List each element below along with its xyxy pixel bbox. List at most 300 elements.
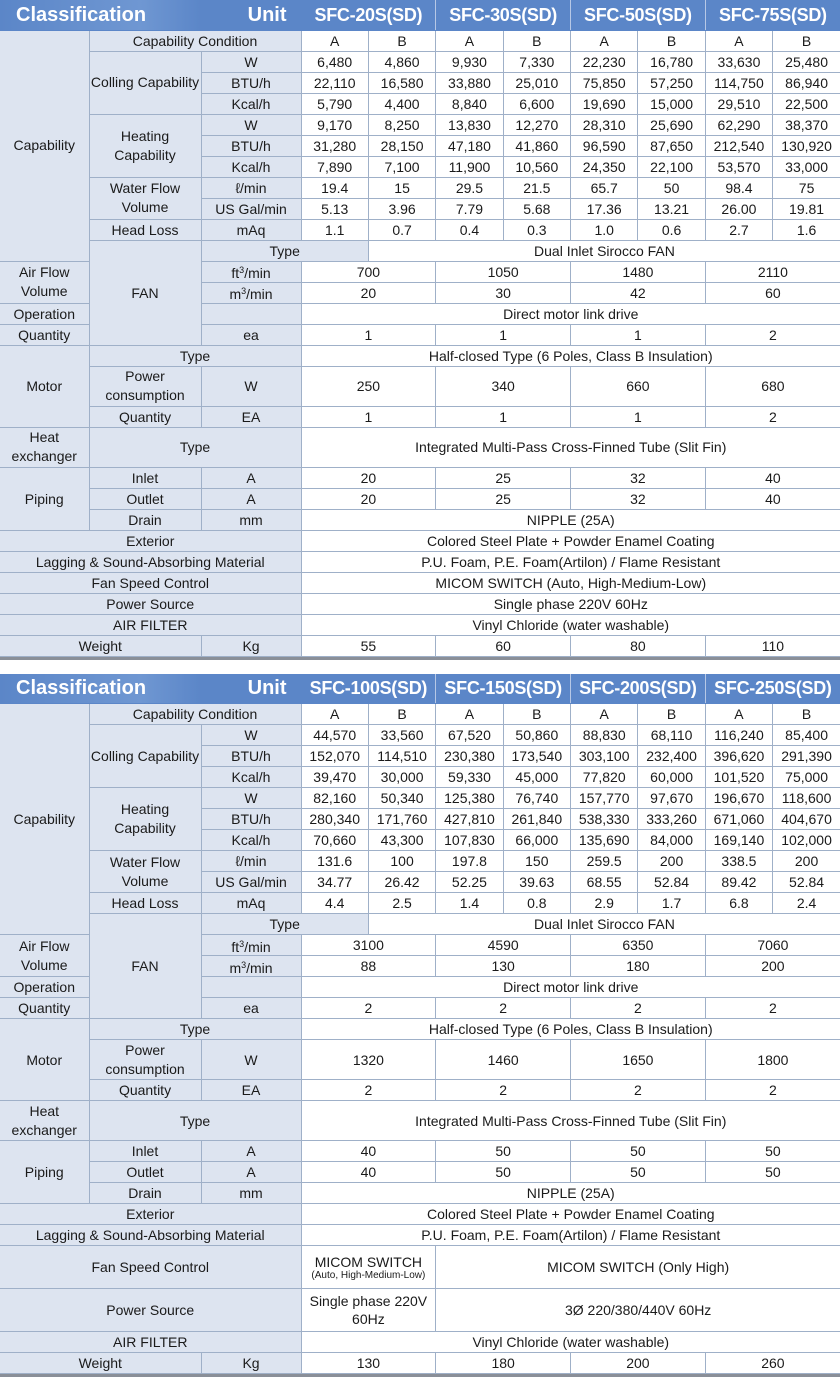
heating-w-value: 12,270 <box>515 116 559 133</box>
unit-maq-text: mAq <box>236 895 266 911</box>
cooling-w-value: 68,110 <box>650 727 693 743</box>
model-header <box>301 0 436 30</box>
unit-btuh-text: BTU/h <box>231 811 271 827</box>
unit-btuh <box>201 746 301 767</box>
lagging-label-text: Lagging & Sound-Absorbing Material <box>35 553 265 570</box>
table-end-rule <box>0 1374 840 1377</box>
motor-type-value: Half-closed Type (6 Poles, Class B Insulation) <box>428 347 713 364</box>
unit-w-text: W <box>244 790 258 806</box>
cooling-btuh-cell <box>773 72 840 93</box>
operation-label <box>0 303 89 324</box>
water-lmin-value: 15 <box>394 179 410 196</box>
motor-label <box>0 345 89 427</box>
cooling-w-cell <box>368 51 435 72</box>
water-lmin-cell <box>503 177 570 198</box>
head-loss-value: 0.4 <box>459 221 480 238</box>
unit-btuh-text: BTU/h <box>231 137 271 154</box>
piping-label-text: Piping <box>24 490 64 507</box>
power-source-first-value: Single phase 220V 60Hz <box>309 1293 428 1327</box>
outlet-value: 25 <box>495 490 511 507</box>
head-loss-label <box>89 219 201 240</box>
head-loss-cell <box>301 219 368 240</box>
unit-btuh <box>201 809 301 830</box>
outlet-label-text: Outlet <box>126 1164 164 1180</box>
unit-ea-text: ea <box>243 1000 259 1016</box>
motor-power-cell <box>436 1040 571 1080</box>
weight-cell <box>301 635 436 656</box>
condition-cell <box>638 30 705 51</box>
unit-ft3 <box>201 935 301 956</box>
heating-kcalh-cell <box>773 156 840 177</box>
model-header <box>705 0 840 30</box>
fan-speed-label-text: Fan Speed Control <box>91 1259 210 1275</box>
motor-qty-value: 2 <box>499 1082 508 1098</box>
heating-w-cell <box>368 114 435 135</box>
unit-label: Unit <box>247 3 287 26</box>
unit-kg <box>201 635 301 656</box>
inlet-cell <box>436 1141 571 1162</box>
unit-superscript: 3 <box>241 959 247 970</box>
fan-type-label-text: Type <box>269 916 300 932</box>
motor-qty-value: 2 <box>633 1082 642 1098</box>
air-ft3-value: 700 <box>356 263 381 280</box>
head-loss-value: 1.1 <box>324 221 345 238</box>
unit-mm-text: mm <box>239 511 263 528</box>
heating-btuh-value: 130,920 <box>781 137 832 154</box>
unit-ea <box>201 324 301 345</box>
unit-kcalh-text: Kcal/h <box>231 95 271 112</box>
condition-value: A <box>330 32 340 49</box>
water-lmin-cell <box>436 177 503 198</box>
cooling-btuh-value: 86,940 <box>785 74 828 91</box>
heating-kcalh-value: 24,350 <box>582 158 626 175</box>
water-lmin-value: 19.4 <box>321 179 349 196</box>
spec-table-2 <box>0 674 840 1375</box>
power-source-rest-value: 3Ø 220/380/440V 60Hz <box>564 1302 712 1318</box>
heating-btuh-value: 404,670 <box>781 811 832 827</box>
unit-a <box>201 1162 301 1183</box>
heating-kcalh-cell <box>503 830 570 851</box>
inlet-value: 50 <box>765 1143 781 1159</box>
heating-btuh-value: 427,810 <box>444 811 495 827</box>
cooling-btuh-value: 173,540 <box>511 748 563 764</box>
condition-value: A <box>599 32 609 49</box>
water-usgal-value: 89.42 <box>721 874 757 890</box>
cooling-label-text: Colling Capability <box>90 74 200 90</box>
motor-power-cell <box>301 1040 436 1080</box>
unit-per-min: /min <box>246 959 273 976</box>
heating-btuh-value: 212,540 <box>713 137 765 154</box>
exterior-row <box>0 530 840 551</box>
fan-speed-row <box>0 1246 840 1289</box>
classification-header <box>0 674 201 704</box>
outlet-row <box>0 488 840 509</box>
unit-base: m <box>229 286 242 302</box>
heating-w-cell <box>773 114 840 135</box>
head-loss-cell <box>301 893 368 914</box>
fan-speed-rest-value: MICOM SWITCH (Only High) <box>547 1259 730 1275</box>
air-ft3-value: 1050 <box>487 263 519 280</box>
inlet-value: 40 <box>765 469 781 486</box>
water-lmin-cell <box>368 851 435 872</box>
head-loss-cell <box>638 219 705 240</box>
heating-btuh-cell <box>638 135 705 156</box>
motor-power-cell <box>571 366 706 406</box>
unit-ea <box>201 998 301 1019</box>
water-usgal-cell <box>705 198 772 219</box>
heating-btuh-cell <box>638 809 705 830</box>
heating-w-value: 196,670 <box>713 790 765 806</box>
heating-w-cell <box>638 114 705 135</box>
unit-mm <box>201 1183 301 1204</box>
heat-exchanger-label-text: Heat exchanger <box>11 1102 77 1138</box>
water-lmin-cell <box>571 851 638 872</box>
power-source-label <box>0 593 301 614</box>
heat-exchanger-label <box>0 1101 89 1141</box>
unit-kcalh-text: Kcal/h <box>231 769 271 785</box>
unit-a-text: A <box>246 469 256 486</box>
cooling-kcalh-cell <box>301 767 368 788</box>
inlet-cell <box>436 467 571 488</box>
cooling-btuh-value: 25,010 <box>515 74 559 91</box>
condition-cell <box>301 704 368 725</box>
motor-power-value: 250 <box>356 378 381 394</box>
unit-kcalh <box>201 156 301 177</box>
heat-exchanger-label-text: Heat exchanger <box>11 429 77 464</box>
fan-qty-cell <box>571 324 706 345</box>
air-filter-row <box>0 614 840 635</box>
water-usgal-value: 26.42 <box>384 874 420 890</box>
unit-ea-text: ea <box>243 326 259 343</box>
cooling-w-value: 50,860 <box>515 727 559 743</box>
outlet-value: 40 <box>360 1164 377 1180</box>
heating-kcalh-value: 7,890 <box>317 158 353 175</box>
fan-qty-value: 2 <box>768 326 777 343</box>
power-source-rest-cell <box>436 1289 840 1332</box>
water-flow-label-text: Water Flow Volume <box>109 180 181 215</box>
motor-power-cell <box>571 1040 706 1080</box>
cooling-kcalh-cell <box>436 93 503 114</box>
heating-btuh-value: 261,840 <box>511 811 563 827</box>
condition-value: B <box>532 706 542 722</box>
motor-power-value: 1800 <box>757 1051 789 1068</box>
air-filter-label <box>0 614 301 635</box>
unit-a <box>201 467 301 488</box>
fan-quantity-label-text: Quantity <box>18 326 71 343</box>
operation-label-text: Operation <box>13 979 75 995</box>
heating-w-cell <box>436 788 503 809</box>
cooling-w-cell <box>773 51 840 72</box>
water-lmin-value: 100 <box>390 853 414 869</box>
air-ft3-cell <box>436 935 571 956</box>
cooling-kcalh-cell <box>705 93 772 114</box>
heating-btuh-cell <box>503 135 570 156</box>
power-consumption-label <box>89 1040 201 1080</box>
hx-row <box>0 1101 840 1141</box>
fan-qty-value: 1 <box>364 326 373 343</box>
head-loss-cell <box>705 893 772 914</box>
power-source-row <box>0 593 840 614</box>
fan-quantity-label-text: Quantity <box>18 1000 71 1016</box>
condition-cell <box>503 704 570 725</box>
head-loss-value: 6.8 <box>729 895 749 911</box>
operation-unit <box>201 303 301 324</box>
outlet-row <box>0 1162 840 1183</box>
unit-ea <box>201 1080 301 1101</box>
heating-btuh-cell <box>368 135 435 156</box>
motor-type-label <box>89 345 301 366</box>
unit-base: ft <box>231 938 240 955</box>
outlet-cell <box>571 1162 706 1183</box>
fan-speed-row <box>0 572 840 593</box>
weight-cell <box>571 1353 706 1374</box>
weight-value: 260 <box>761 1355 785 1371</box>
cooling-btuh-value: 396,620 <box>713 748 765 764</box>
cooling-btuh-cell <box>638 72 705 93</box>
inlet-label-text: Inlet <box>131 1143 159 1159</box>
model-header <box>571 674 706 704</box>
air-filter-label-text: AIR FILTER <box>113 616 188 633</box>
head-loss-row <box>0 219 840 240</box>
cooling-btuh-cell <box>638 746 705 767</box>
water-lmin-value: 65.7 <box>590 179 618 196</box>
unit-per-min: /min <box>244 938 271 955</box>
operation-label <box>0 977 89 998</box>
heating-w-cell <box>638 788 705 809</box>
weight-label <box>0 635 201 656</box>
motor-qty-value: 2 <box>364 1082 373 1098</box>
unit-w <box>201 114 301 135</box>
condition-value: A <box>599 706 609 722</box>
head-loss-cell <box>638 893 705 914</box>
capability-label <box>0 704 89 935</box>
water-usgal-cell <box>638 872 705 893</box>
fan-speed-label <box>0 572 301 593</box>
outlet-cell <box>301 488 436 509</box>
water-lmin-value: 131.6 <box>317 853 353 869</box>
cooling-w-cell <box>705 725 772 746</box>
inlet-row <box>0 1141 840 1162</box>
lagging-cell <box>301 1225 840 1246</box>
lagging-label <box>0 551 301 572</box>
lagging-row <box>0 1225 840 1246</box>
cooling-kcalh-value: 5,790 <box>317 95 353 112</box>
unit-lmin <box>201 177 301 198</box>
water-usgal-cell <box>436 872 503 893</box>
cooling-btuh-cell <box>503 72 570 93</box>
water-lmin-value: 75 <box>798 179 815 196</box>
cooling-kcalh-cell <box>301 93 368 114</box>
air-m3-value: 130 <box>491 958 515 974</box>
fan-speed-cell <box>301 572 840 593</box>
fan-operation-cell <box>301 977 840 998</box>
classification-header <box>0 0 201 30</box>
heating-btuh-value: 171,760 <box>376 811 428 827</box>
unit-btuh <box>201 135 301 156</box>
fan-operation-value: Direct motor link drive <box>503 979 639 995</box>
air-ft3-cell <box>301 261 436 282</box>
unit-a <box>201 488 301 509</box>
model-name: SFC-75S(SD) <box>719 4 827 25</box>
inlet-value: 20 <box>360 469 377 486</box>
unit-kcalh-text: Kcal/h <box>231 832 271 848</box>
inlet-label-text: Inlet <box>131 469 159 486</box>
motor-power-cell <box>705 1040 840 1080</box>
power-source-label-text: Power Source <box>106 1302 195 1318</box>
heating-btuh-cell <box>503 809 570 830</box>
cooling-label-text: Colling Capability <box>90 747 200 764</box>
head-loss-row <box>0 893 840 914</box>
heating-kcalh-value: 66,000 <box>515 832 559 848</box>
heating-kcalh-cell <box>301 156 368 177</box>
unit-btuh-text: BTU/h <box>231 74 271 91</box>
lagging-cell <box>301 551 840 572</box>
outlet-value: 32 <box>630 490 646 507</box>
inlet-cell <box>705 1141 840 1162</box>
fan-speed-first-cell <box>301 1246 436 1289</box>
fan-qty-cell <box>301 998 436 1019</box>
exterior-label-text: Exterior <box>126 1206 175 1222</box>
water-lmin-cell <box>638 177 705 198</box>
heating-w-cell <box>436 114 503 135</box>
cooling-w-cell <box>638 51 705 72</box>
cooling-kcalh-value: 4,400 <box>384 95 420 112</box>
water-lmin-row <box>0 177 840 198</box>
weight-value: 55 <box>360 637 377 654</box>
weight-row <box>0 635 840 656</box>
air-m3-cell <box>571 956 706 977</box>
hx-type-value: Integrated Multi-Pass Cross-Finned Tube (Slit Fin) <box>415 1112 727 1129</box>
unit-ea <box>201 406 301 427</box>
unit-kcalh <box>201 767 301 788</box>
heating-btuh-value: 31,280 <box>313 137 357 154</box>
condition-value: B <box>532 32 542 49</box>
cooling-btuh-cell <box>503 746 570 767</box>
condition-cell <box>571 704 638 725</box>
unit-w <box>201 788 301 809</box>
motor-type-value: Half-closed Type (6 Poles, Class B Insulation) <box>428 1021 713 1037</box>
inlet-cell <box>571 467 706 488</box>
water-lmin-value: 150 <box>525 853 549 869</box>
motor-power-value: 1320 <box>352 1051 384 1068</box>
inlet-value: 50 <box>495 1143 511 1159</box>
water-usgal-cell <box>368 198 435 219</box>
capability-label-text: Capability <box>13 137 75 153</box>
fan-qty-value: 2 <box>364 1000 373 1016</box>
air-ft3-value: 4590 <box>487 937 519 953</box>
unit-w <box>201 366 301 406</box>
cooling-kcalh-value: 77,820 <box>582 769 626 785</box>
water-usgal-value: 13.21 <box>654 200 690 217</box>
exterior-label-text: Exterior <box>126 532 175 549</box>
motor-type-label-text: Type <box>179 347 211 364</box>
weight-cell <box>436 635 571 656</box>
motor-power-value: 340 <box>491 378 515 394</box>
cooling-w-cell <box>436 725 503 746</box>
head-loss-value: 0.7 <box>392 221 412 238</box>
water-flow-label <box>89 177 201 219</box>
heating-w-cell <box>705 788 772 809</box>
air-flow-label <box>0 935 89 977</box>
head-loss-cell <box>368 893 435 914</box>
water-lmin-cell <box>773 177 840 198</box>
motor-quantity-label <box>89 1080 201 1101</box>
heating-w-value: 125,380 <box>444 790 495 806</box>
cooling-w-cell <box>301 51 368 72</box>
condition-cell <box>773 704 840 725</box>
outlet-value: 20 <box>360 490 377 507</box>
cooling-w-cell <box>436 51 503 72</box>
condition-value: B <box>397 32 407 49</box>
motor-qty-cell <box>436 406 571 427</box>
unit-btuh-text: BTU/h <box>231 748 271 764</box>
motor-qty-value: 2 <box>768 1082 777 1098</box>
unit-mm-text: mm <box>239 1185 263 1201</box>
outlet-value: 50 <box>630 1164 646 1180</box>
fan-operation-cell <box>301 303 840 324</box>
unit-w-text: W <box>244 1051 258 1068</box>
unit-a-text: A <box>246 1164 256 1180</box>
fan-type-label <box>201 914 368 935</box>
cooling-kcalh-cell <box>705 767 772 788</box>
water-usgal-cell <box>503 872 570 893</box>
cooling-kcalh-cell <box>773 767 840 788</box>
cooling-kcalh-value: 45,000 <box>515 769 559 785</box>
head-loss-value: 4.4 <box>324 895 345 911</box>
unit-maq <box>201 893 301 914</box>
heating-kcalh-cell <box>503 156 570 177</box>
air-m3-cell <box>436 282 571 303</box>
heating-btuh-value: 96,590 <box>582 137 626 154</box>
fan-type-cell <box>368 240 840 261</box>
fan-speed-sub: (Auto, High-Medium-Low) <box>311 1269 426 1281</box>
cooling-btuh-value: 232,400 <box>646 748 697 764</box>
fan-type-value: Dual Inlet Sirocco FAN <box>534 242 675 259</box>
water-usgal-cell <box>301 198 368 219</box>
condition-cell <box>436 30 503 51</box>
motor-quantity-label <box>89 406 201 427</box>
fan-type-row <box>0 240 840 261</box>
air-ft3-cell <box>436 261 571 282</box>
condition-value: B <box>801 32 812 49</box>
cooling-kcalh-value: 30,000 <box>380 769 424 785</box>
water-usgal-cell <box>571 872 638 893</box>
exterior-cell <box>301 530 840 551</box>
unit-ea-text: EA <box>241 1082 261 1098</box>
cooling-btuh-value: 114,510 <box>377 748 427 764</box>
motor-type-cell <box>301 1019 840 1040</box>
fan-quantity-label <box>0 998 89 1019</box>
heating-w-value: 50,340 <box>380 790 424 806</box>
head-loss-cell <box>705 219 772 240</box>
water-usgal-cell <box>436 198 503 219</box>
motor-qty-cell <box>571 406 706 427</box>
air-ft3-value: 7060 <box>757 937 789 953</box>
drain-value: NIPPLE (25A) <box>526 1185 615 1201</box>
classification-label: Classification <box>16 3 147 26</box>
motor-power-value: 1650 <box>622 1051 654 1068</box>
condition-cell <box>503 30 570 51</box>
air-filter-cell <box>301 614 840 635</box>
inlet-row <box>0 467 840 488</box>
heating-kcalh-value: 33,000 <box>785 158 828 175</box>
heating-w-value: 157,770 <box>578 790 630 806</box>
drain-cell <box>301 1183 840 1204</box>
unit-m3 <box>201 282 301 303</box>
drain-row <box>0 509 840 530</box>
water-usgal-cell <box>368 872 435 893</box>
cooling-btuh-value: 291,390 <box>781 748 832 764</box>
